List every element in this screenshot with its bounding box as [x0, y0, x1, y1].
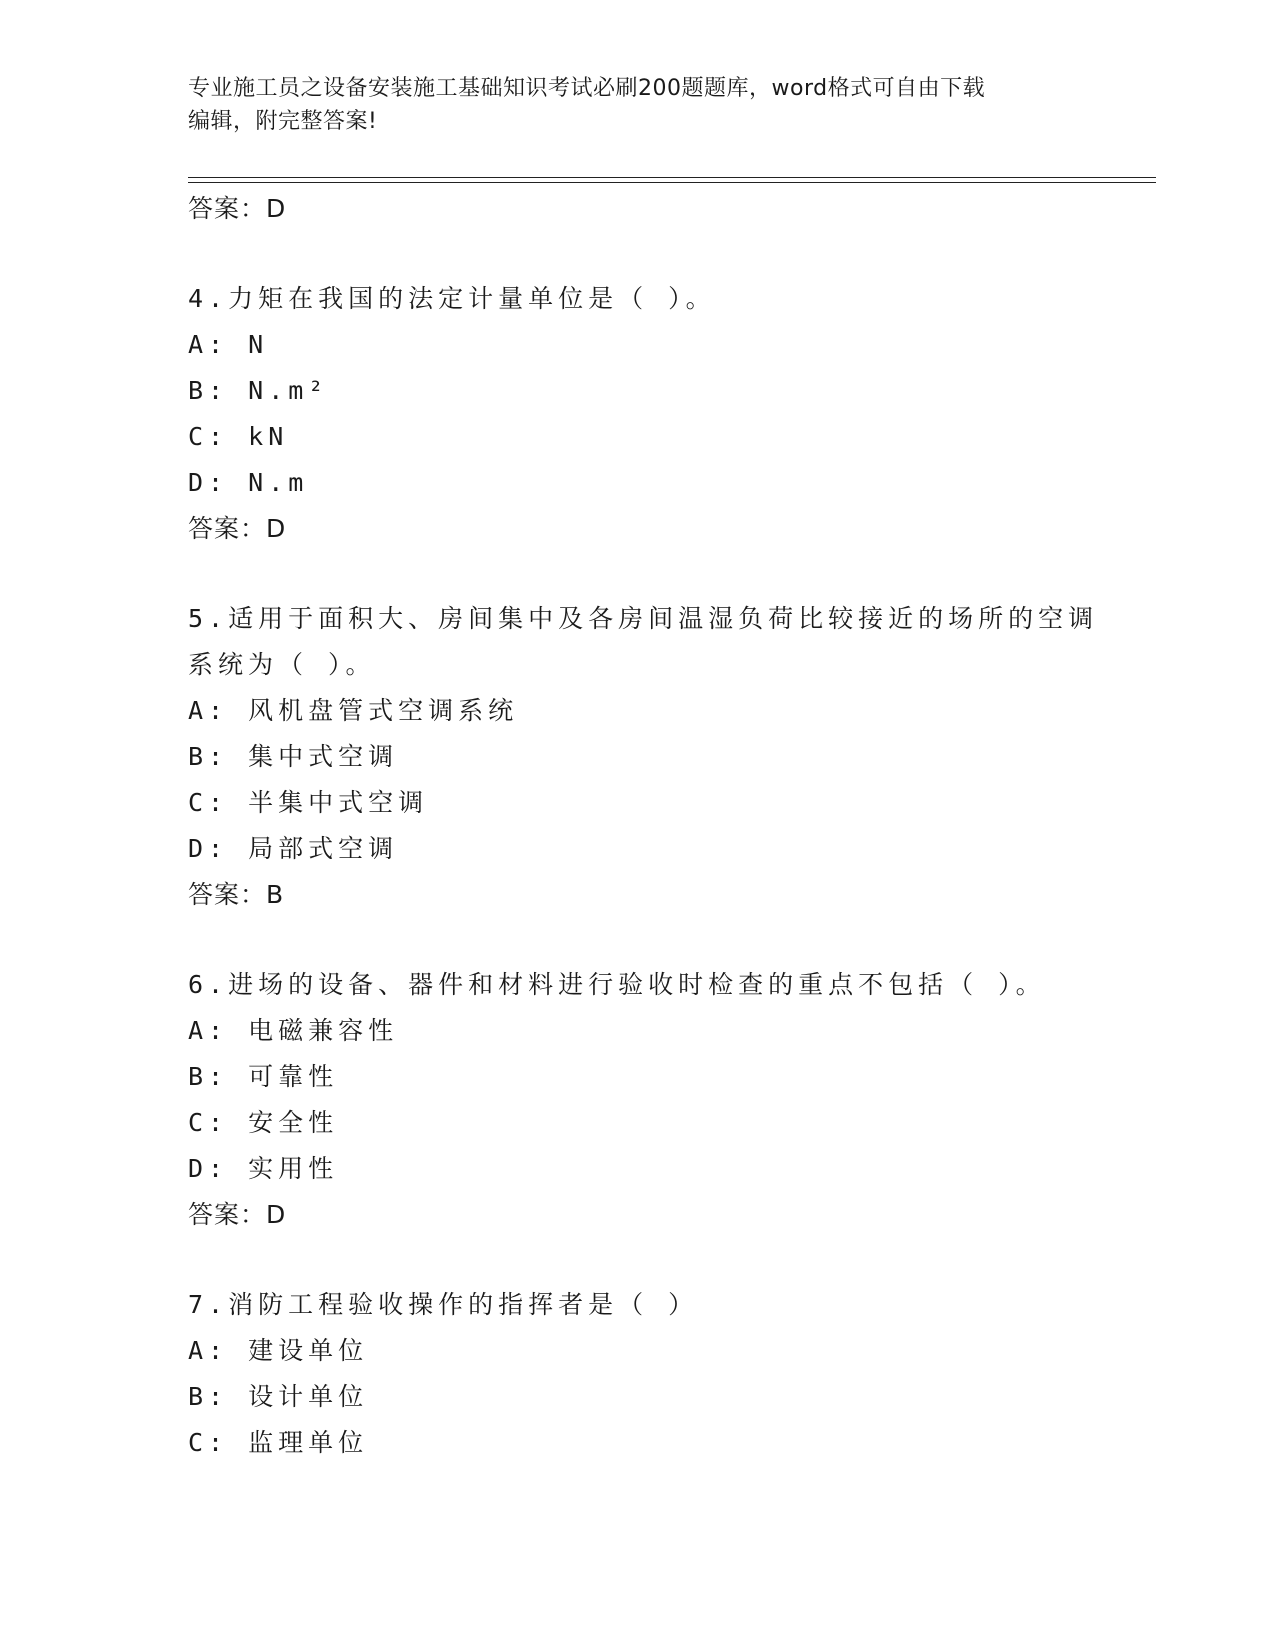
option-d: D: N.m — [188, 468, 309, 497]
option-c: C: 安全性 — [188, 1108, 339, 1137]
option-d: D: 实用性 — [188, 1154, 339, 1183]
option-c: C: 监理单位 — [188, 1428, 369, 1457]
page-header — [188, 72, 1088, 138]
option-a: A: 电磁兼容性 — [188, 1016, 399, 1045]
option-b: B: N.m² — [188, 376, 329, 405]
option-b: B: 设计单位 — [188, 1382, 369, 1411]
answer-6: 答案：D — [188, 1200, 287, 1229]
question-4 — [188, 276, 1088, 552]
option-c: C: 半集中式空调 — [188, 788, 429, 817]
spacer — [188, 552, 1088, 596]
answer-4: 答案：D — [188, 514, 287, 543]
question-list — [188, 186, 1099, 1466]
option-a: A: 风机盘管式空调系统 — [188, 696, 519, 725]
header-rule-bottom — [188, 182, 1156, 183]
option-c: C: kN — [188, 422, 289, 451]
question-text: 7.消防工程验收操作的指挥者是（ ） — [188, 1290, 699, 1319]
question-6 — [188, 962, 1088, 1238]
question-7 — [188, 1282, 1088, 1466]
answer-previous: 答案：D — [188, 194, 287, 223]
spacer — [188, 232, 1088, 276]
question-text: 5.适用于面积大、房间集中及各房间温湿负荷比较接近的场所的空调 — [188, 604, 1099, 633]
question-text-continued: 系统为（ ）。 — [188, 650, 376, 679]
header-title-line-2: 编辑，附完整答案! — [188, 109, 378, 134]
question-5 — [188, 596, 1099, 918]
question-text: 6.进场的设备、器件和材料进行验收时检查的重点不包括（ ）。 — [188, 970, 1046, 999]
header-title-line-1: 专业施工员之设备安装施工基础知识考试必刷200题题库，word格式可自由下载 — [188, 76, 986, 101]
option-a: A: N — [188, 330, 269, 359]
spacer — [188, 918, 1088, 962]
header-rule-top — [188, 177, 1156, 178]
option-a: A: 建设单位 — [188, 1336, 369, 1365]
question-text: 4.力矩在我国的法定计量单位是（ ）。 — [188, 284, 716, 313]
option-b: B: 集中式空调 — [188, 742, 399, 771]
answer-5: 答案：B — [188, 880, 285, 909]
option-d: D: 局部式空调 — [188, 834, 399, 863]
spacer — [188, 1238, 1088, 1282]
option-b: B: 可靠性 — [188, 1062, 339, 1091]
